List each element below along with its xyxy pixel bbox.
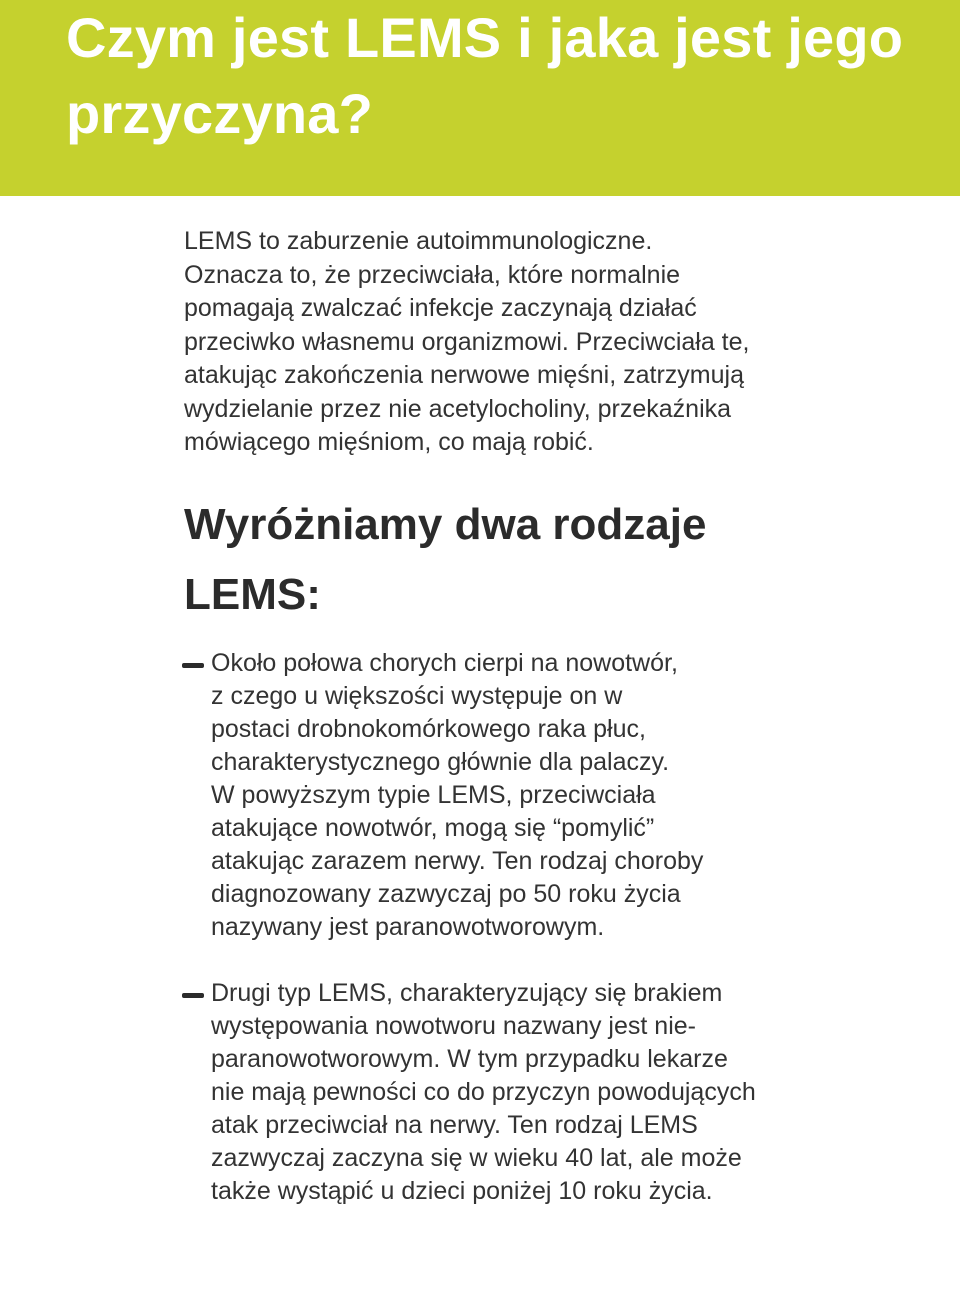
section-heading: Wyróżniamy dwa rodzaje LEMS: [184, 500, 707, 619]
intro-paragraph: LEMS to zaburzenie autoimmunologiczne. Oznacza to, że przeciwciała, które normalnie pomagają zwalczać infekcje zaczynają działać przeciwko własnemu organizmowi. Przeciwciała te, atakując zakończenia nerwowe mięśni, zatrzymują wydzielanie przez nie acetylocholiny, przekaźnika mówiącego mięśniom, co mają robić. [184, 227, 750, 456]
page-title: Czym jest LEMS i jaka jest jego przyczyna? [66, 6, 904, 145]
dash-bullet-icon [182, 993, 204, 998]
dash-bullet-icon [182, 663, 204, 668]
list-item-text: Drugi typ LEMS, charakteryzujący się brakiem występowania nowotworu nazwany jest nie- paranowotworowym. W tym przypadku lekarze nie mają pewności co do przyczyn powodujących atak przeciwciał na nerwy. Ten rodzaj LEMS zazwyczaj zaczyna się w wieku 40 lat, ale może także wystąpić u dzieci poniżej 10 roku życia. [211, 979, 756, 1205]
list-item-text: Około połowa chorych cierpi na nowotwór, z czego u większości występuje on w postaci drobnokomórkowego raka płuc, charakterystycznego głównie dla palaczy. W powyższym typie LEMS, przeciwciała atakujące nowotwór, mogą się “pomylić” atakując zarazem nerwy. Ten rodzaj choroby diagnozowany zazwyczaj po 50 roku życia nazywany jest paranowotworowym. [211, 649, 704, 941]
header-band [0, 0, 960, 196]
